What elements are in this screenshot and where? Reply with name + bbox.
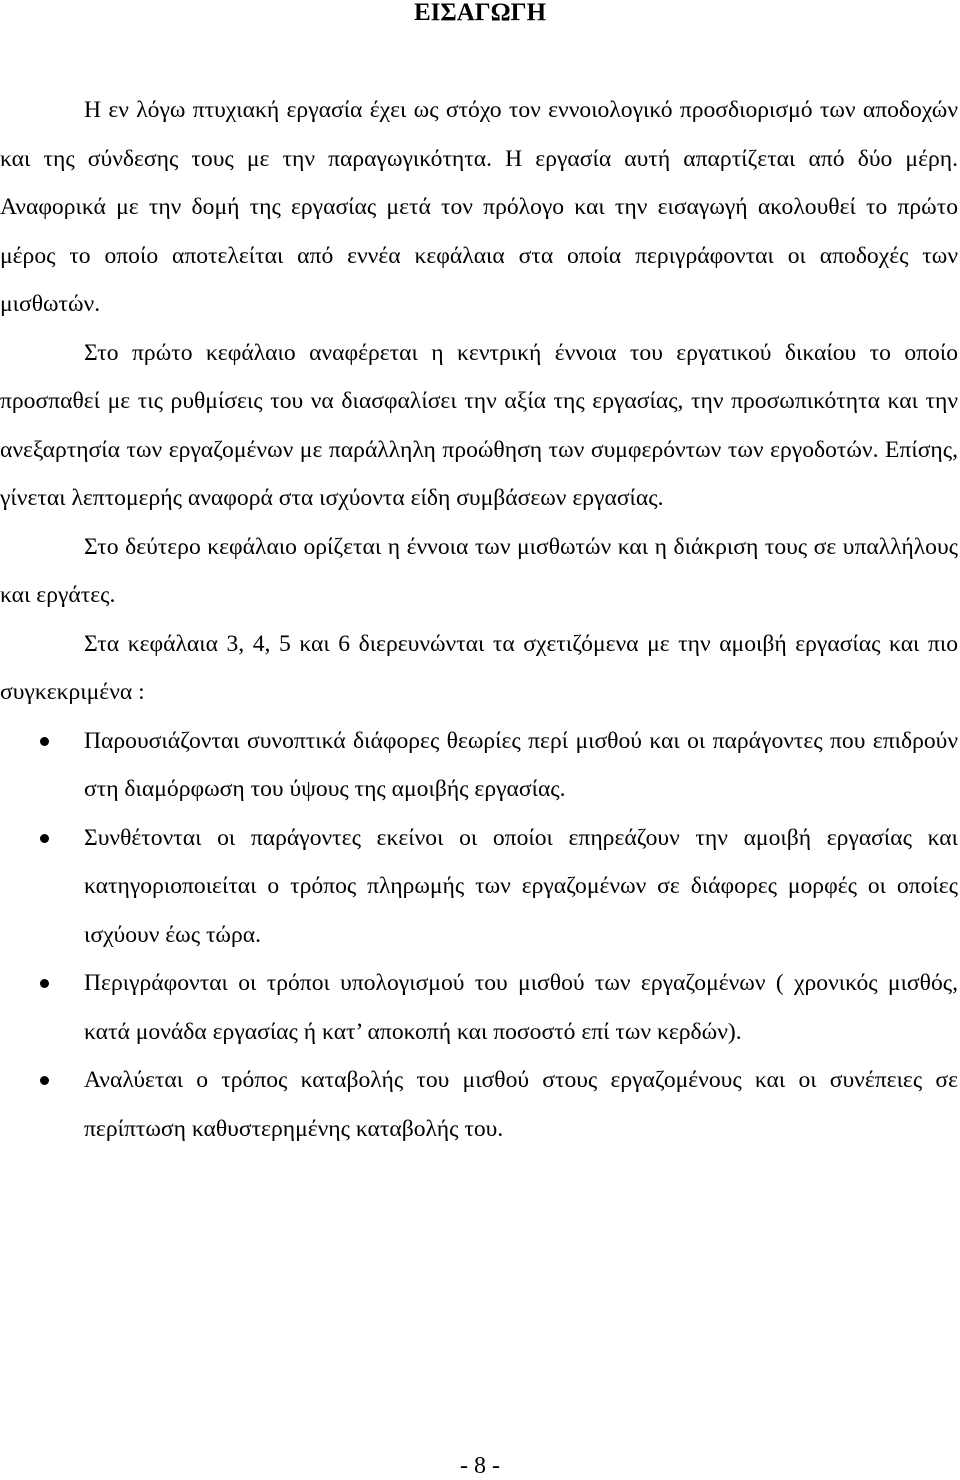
list-item [84, 814, 958, 960]
list-item-text: Αναλύεται ο τρόπος καταβολής του μισθού στους εργαζομένους και οι συνέπειες σε περίπτωση καθυστερημένης καταβολής του. [84, 1067, 958, 1142]
bullet-dot-icon [40, 737, 49, 746]
page-number: - 8 - [460, 1453, 500, 1479]
paragraph-chapter-1: Στο πρώτο κεφάλαιο αναφέρεται η κεντρική έννοια του εργατικού δικαίου το οποίο προσπαθεί με τις ρυθμίσεις του να διασφαλίσει την αξία της εργασίας, την προσωπικότητα και την ανεξαρτησία των εργαζομένων με παράλληλη προώθηση των συμφερόντων των εργοδοτών. Επίσης, γίνεται λεπτομερής αναφορά στα ισχύοντα είδη συμβάσεων εργασίας. [0, 339, 958, 511]
paragraph-chapters-3-6: Στα κεφάλαια 3, 4, 5 και 6 διερευνώνται τα σχετιζόμενα με την αμοιβή εργασίας και πιο συγκεκριμένα : [0, 630, 958, 705]
list-item [84, 1056, 958, 1153]
bullet-dot-icon [40, 1076, 49, 1085]
list-item [84, 959, 958, 1056]
list-item [84, 717, 958, 814]
document-body [0, 86, 958, 1153]
paragraph-chapter-2: Στο δεύτερο κεφάλαιο ορίζεται η έννοια των μισθωτών και η διάκριση τους σε υπαλλήλους και εργάτες. [0, 533, 958, 608]
page-title: ΕΙΣΑΓΩΓΗ [413, 0, 547, 26]
list-item-text: Συνθέτονται οι παράγοντες εκείνοι οι οποίοι επηρεάζουν την αμοιβή εργασίας και κατηγοριοποιείται ο τρόπος πληρωμής των εργαζομένων σε διάφορες μορφές οι οποίες ισχύουν έως τώρα. [84, 824, 958, 948]
bullet-dot-icon [40, 979, 49, 988]
bullet-list [0, 717, 958, 1154]
list-item-text: Περιγράφονται οι τρόποι υπολογισμού του μισθού των εργαζομένων ( χρονικός μισθός, κατά μονάδα εργασίας ή κατ’ αποκοπή και ποσοστό επί των κερδών). [84, 970, 958, 1045]
list-item-text: Παρουσιάζονται συνοπτικά διάφορες θεωρίες περί μισθού και οι παράγοντες που επιδρούν στη διαμόρφωση του ύψους της αμοιβής εργασίας. [84, 727, 958, 802]
bullet-dot-icon [40, 834, 49, 843]
paragraph-intro: Η εν λόγω πτυχιακή εργασία έχει ως στόχο τον εννοιολογικό προσδιορισμό των αποδοχών και της σύνδεσης τους με την παραγωγικότητα. Η εργασία αυτή απαρτίζεται από δύο μέρη. Αναφορικά με την δομή της εργασίας μετά τον πρόλογο και την εισαγωγή ακολουθεί το πρώτο μέρος το οποίο αποτελείται από εννέα κεφάλαια στα οποία περιγράφονται οι αποδοχές των μισθωτών. [0, 97, 958, 317]
